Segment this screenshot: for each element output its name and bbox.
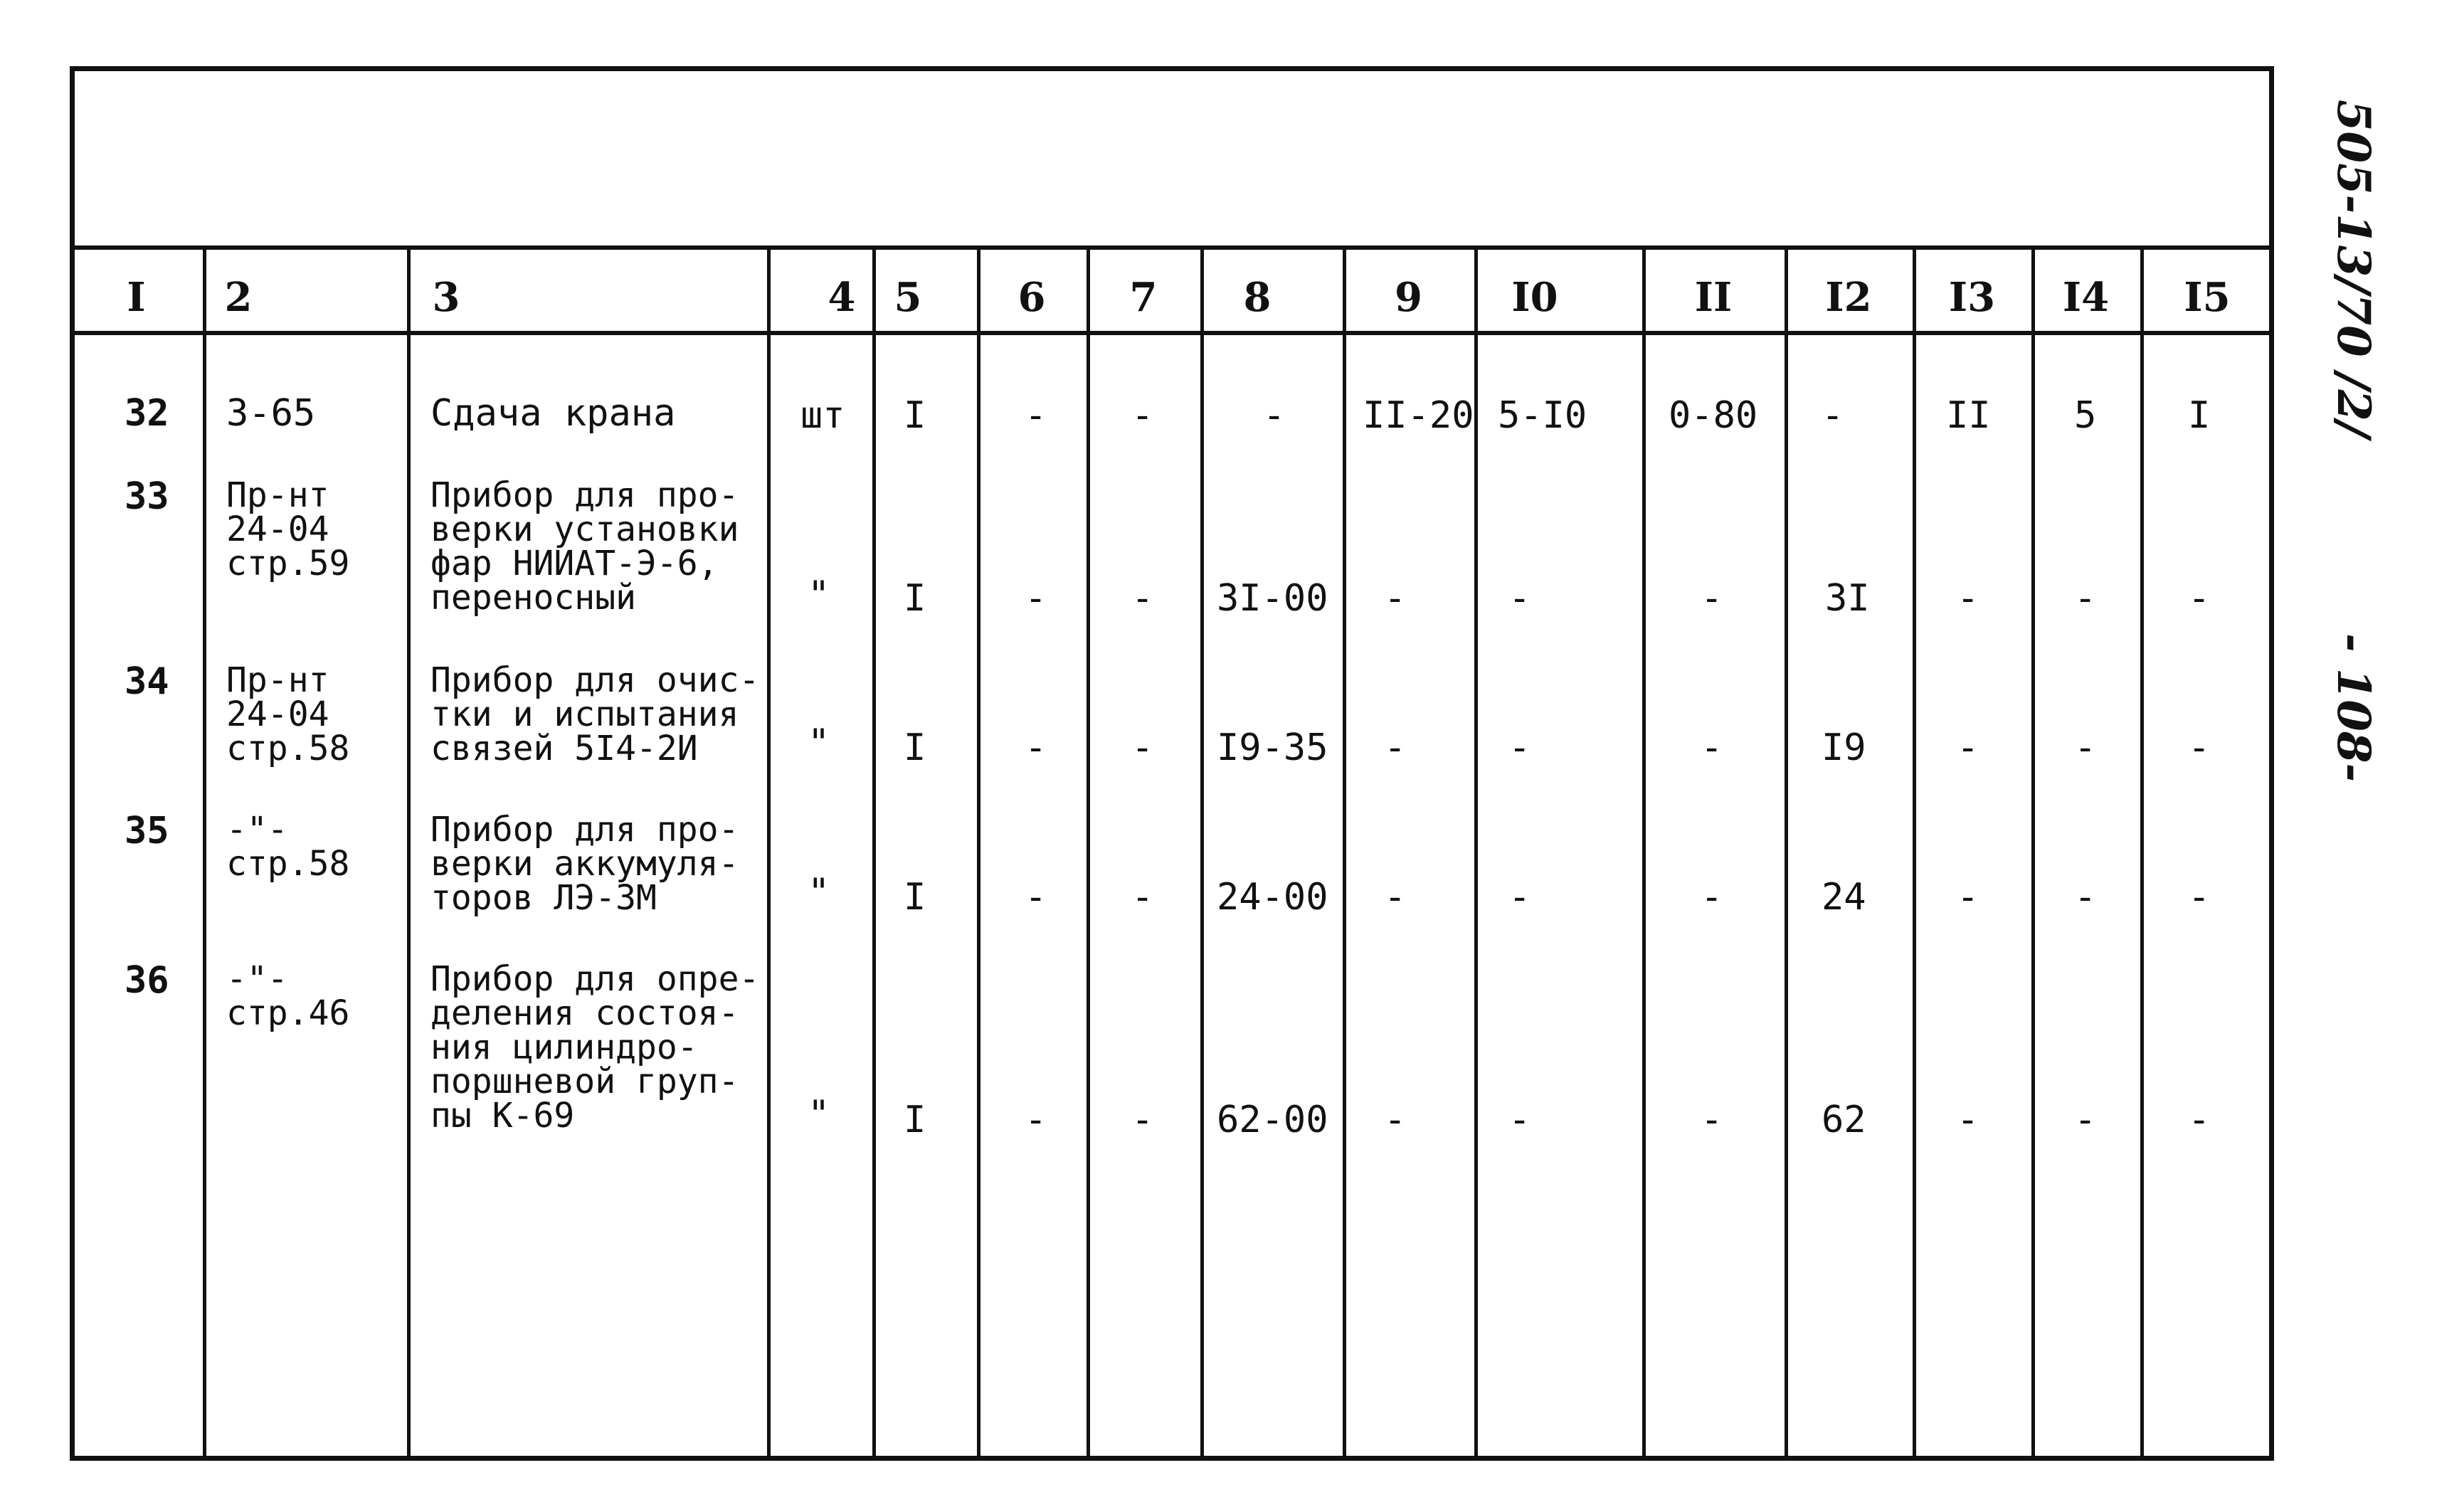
- column-header: 3: [432, 274, 460, 321]
- description: Прибор для опре- деления состоя- ния цилиндро- поршневой груп- пы К-69: [430, 959, 760, 1136]
- col15-value: -: [2188, 876, 2211, 919]
- col-divider: [1913, 245, 1916, 1461]
- quantity: I: [904, 1099, 926, 1141]
- document-code: 505-13/70 /2/: [2327, 100, 2380, 438]
- column-header: I5: [2184, 274, 2231, 321]
- col10-value: -: [1508, 726, 1531, 769]
- quantity: I: [904, 876, 926, 919]
- reference: Пр-нт 24-04 стр.59: [226, 475, 350, 583]
- col14-value: -: [2074, 876, 2097, 919]
- reference: -"- стр.58: [226, 810, 350, 884]
- unit: ": [808, 721, 830, 764]
- col-divider: [1343, 245, 1346, 1461]
- reference: 3-65: [226, 392, 316, 435]
- unit: ": [808, 573, 830, 616]
- col-divider: [2031, 245, 2035, 1461]
- row-number: 34: [125, 660, 169, 703]
- col-divider: [977, 245, 980, 1461]
- col10-value: -: [1508, 876, 1531, 919]
- col8-value: 24-00: [1217, 876, 1328, 919]
- col9-value: -: [1384, 876, 1407, 919]
- col-divider: [1087, 245, 1090, 1461]
- column-header: 6: [1017, 274, 1046, 321]
- column-header: 5: [894, 274, 922, 321]
- col6-value: -: [1025, 394, 1047, 437]
- quantity: I: [904, 726, 926, 769]
- col9-value: II-20: [1363, 394, 1474, 437]
- description: Прибор для про- верки установки фар НИИАТ-Э-6, переносный: [430, 475, 739, 618]
- col12-value: 24: [1822, 876, 1866, 919]
- col-divider: [872, 245, 876, 1461]
- col6-value: -: [1025, 726, 1047, 769]
- col7-value: -: [1131, 726, 1154, 769]
- col-divider: [2140, 245, 2144, 1461]
- row-number: 36: [125, 959, 169, 1002]
- col-divider: [203, 245, 206, 1461]
- col8-value: -: [1263, 394, 1286, 437]
- row-number: 32: [125, 392, 169, 435]
- column-header: I4: [2062, 274, 2110, 321]
- col9-value: -: [1384, 1099, 1407, 1141]
- col14-value: -: [2074, 577, 2097, 620]
- col13-value: -: [1957, 577, 1979, 620]
- reference: -"- стр.46: [226, 959, 350, 1033]
- column-header: I3: [1948, 274, 1996, 321]
- unit: ": [808, 871, 830, 914]
- column-header: 9: [1395, 274, 1422, 321]
- column-header: 4: [828, 274, 856, 321]
- col14-value: -: [2074, 726, 2097, 769]
- col6-value: -: [1025, 577, 1047, 620]
- col6-value: -: [1025, 1099, 1047, 1141]
- col11-value: -: [1701, 726, 1723, 769]
- unit: шт: [800, 394, 845, 437]
- description: Прибор для про- верки аккумуля- торов ЛЭ-3М: [430, 810, 739, 918]
- column-header: 2: [224, 274, 253, 321]
- header-top-line: [70, 245, 2274, 250]
- col-divider: [1474, 245, 1478, 1461]
- column-header: 8: [1243, 274, 1272, 321]
- column-header: I0: [1511, 274, 1558, 321]
- col11-value: -: [1701, 577, 1723, 620]
- col15-value: -: [2188, 726, 2211, 769]
- col8-value: I9-35: [1217, 726, 1328, 769]
- col-divider: [767, 245, 771, 1461]
- col8-value: 3I-00: [1217, 577, 1328, 620]
- reference: Пр-нт 24-04 стр.58: [226, 660, 350, 768]
- column-header: II: [1694, 274, 1733, 321]
- col9-value: -: [1384, 577, 1407, 620]
- unit: ": [808, 1093, 830, 1136]
- description: Прибор для очис- тки и испытания связей 5I4-2И: [430, 660, 760, 768]
- row-number: 33: [125, 475, 169, 518]
- col6-value: -: [1025, 876, 1047, 919]
- col12-value: -: [1822, 394, 1844, 437]
- column-header: 7: [1129, 274, 1158, 321]
- col15-value: I: [2188, 394, 2211, 437]
- page-number: - 108-: [2327, 633, 2380, 782]
- col9-value: -: [1384, 726, 1407, 769]
- header-bottom-line: [70, 331, 2274, 335]
- col15-value: -: [2188, 1099, 2211, 1141]
- col13-value: II: [1946, 394, 1991, 437]
- col-divider: [1200, 245, 1204, 1461]
- col12-value: 62: [1822, 1099, 1866, 1141]
- col10-value: -: [1508, 577, 1531, 620]
- col13-value: -: [1957, 726, 1979, 769]
- col10-value: -: [1508, 1099, 1531, 1141]
- row-number: 35: [125, 810, 169, 852]
- col14-value: 5: [2074, 394, 2097, 437]
- col8-value: 62-00: [1217, 1099, 1328, 1141]
- col7-value: -: [1131, 1099, 1154, 1141]
- col14-value: -: [2074, 1099, 2097, 1141]
- column-header: I: [127, 274, 146, 321]
- col-divider: [1642, 245, 1646, 1461]
- quantity: I: [904, 394, 926, 437]
- col13-value: -: [1957, 876, 1979, 919]
- col7-value: -: [1131, 577, 1154, 620]
- col7-value: -: [1131, 876, 1154, 919]
- col11-value: -: [1701, 1099, 1723, 1141]
- col11-value: 0-80: [1669, 394, 1758, 437]
- col12-value: I9: [1822, 726, 1866, 769]
- col7-value: -: [1131, 394, 1154, 437]
- col-divider: [1785, 245, 1788, 1461]
- quantity: I: [904, 577, 926, 620]
- col12-value: 3I: [1825, 577, 1870, 620]
- description: Сдача крана: [430, 392, 676, 435]
- col-divider: [407, 245, 411, 1461]
- col15-value: -: [2188, 577, 2211, 620]
- column-header: I2: [1825, 274, 1872, 321]
- col10-value: 5-I0: [1498, 394, 1587, 437]
- col13-value: -: [1957, 1099, 1979, 1141]
- col11-value: -: [1701, 876, 1723, 919]
